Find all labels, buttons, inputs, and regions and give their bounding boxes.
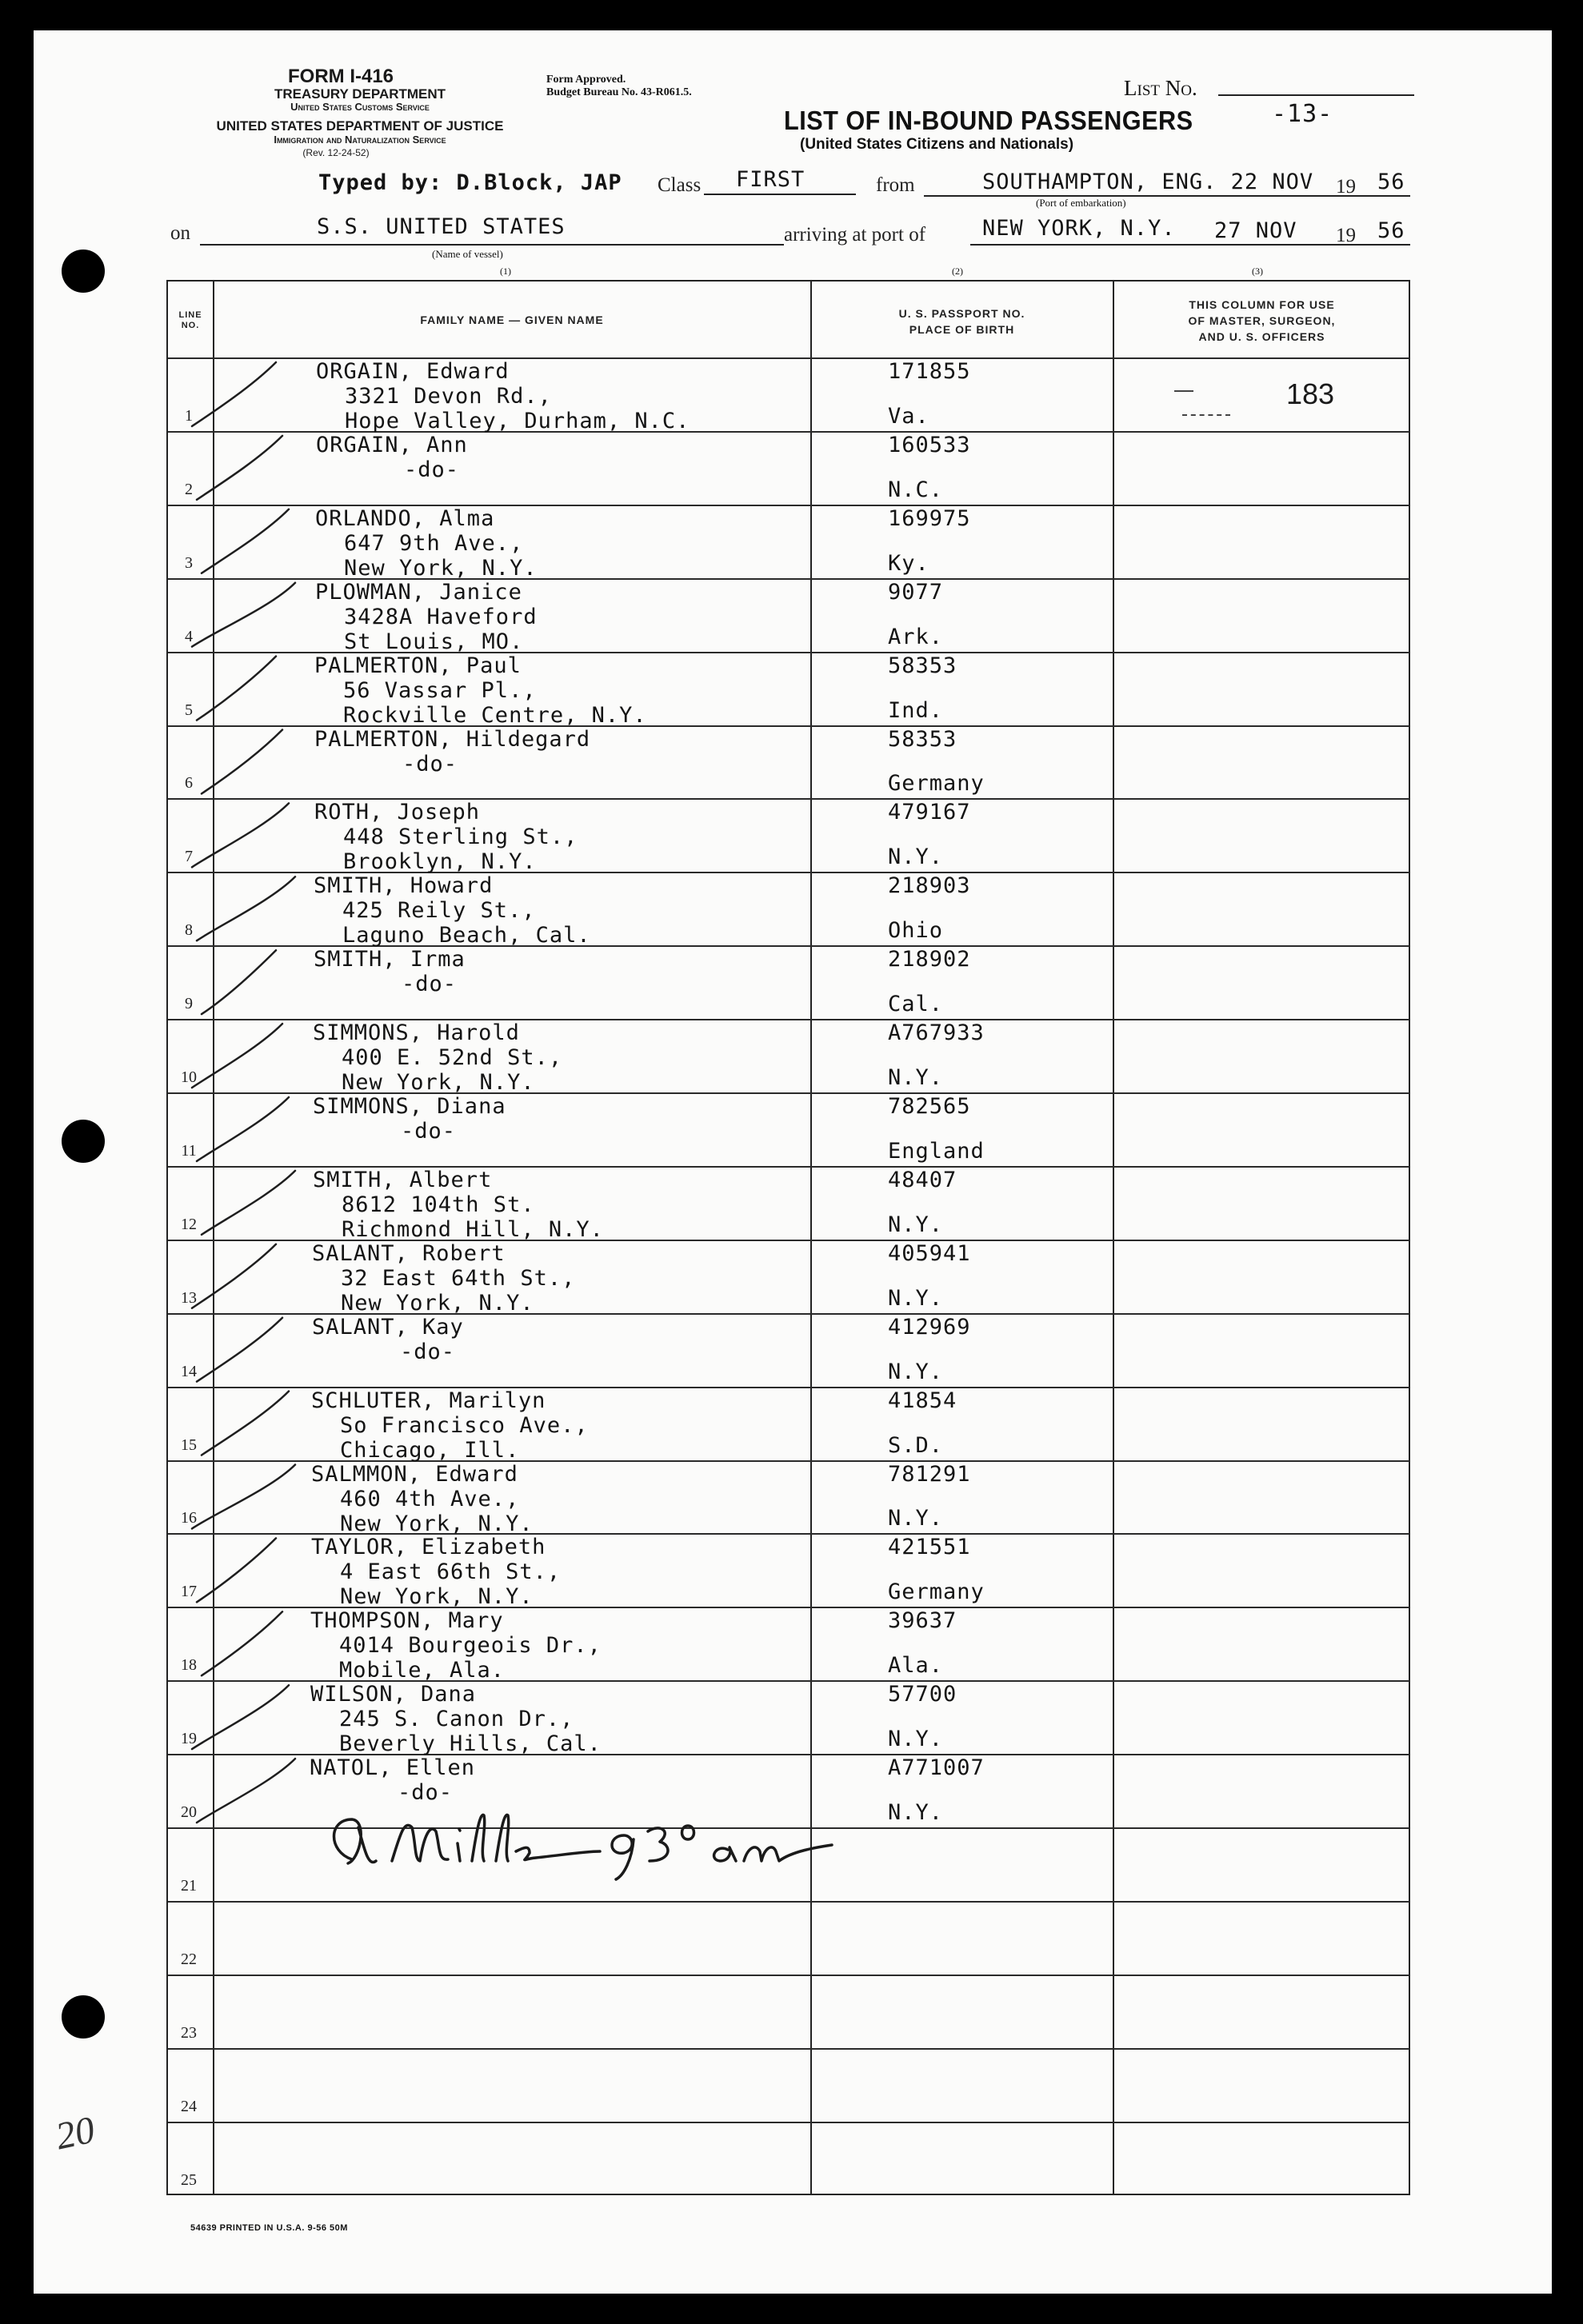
- budget-bureau: Budget Bureau No. 43-R061.5.: [546, 86, 692, 98]
- passenger-address: Chicago, Ill.: [340, 1438, 520, 1463]
- place-of-birth: S.D.: [888, 1433, 944, 1458]
- passenger-address: 400 E. 52nd St.,: [342, 1045, 563, 1070]
- passenger-name: SIMMONS, Harold: [313, 1020, 520, 1045]
- passenger-name: ORGAIN, Edward: [316, 359, 510, 384]
- passenger-address: 56 Vassar Pl.,: [343, 678, 537, 703]
- check-mark: [202, 1392, 289, 1455]
- header-family-name: FAMILY NAME — GIVEN NAME: [420, 313, 604, 326]
- passenger-name: SALMMON, Edward: [311, 1462, 518, 1487]
- line-number: 22: [181, 1951, 197, 1968]
- form-title: LIST OF IN-BOUND PASSENGERS: [784, 106, 1193, 135]
- place-of-birth: N.Y.: [888, 1727, 944, 1751]
- header-officers-3: AND U. S. OFFICERS: [1198, 330, 1325, 343]
- line-number: 24: [181, 2098, 197, 2115]
- place-of-birth: N.Y.: [888, 1065, 944, 1090]
- header-birthplace: PLACE OF BIRTH: [909, 323, 1015, 336]
- check-mark: [192, 1685, 289, 1749]
- passenger-address: New York, N.Y.: [340, 1511, 534, 1536]
- arrival-year-prefix: 19: [1336, 225, 1356, 246]
- check-mark: [197, 1538, 276, 1602]
- passenger-address: 8612 104th St.: [342, 1192, 535, 1217]
- line-number: 16: [181, 1509, 197, 1527]
- typed-by: Typed by: D.Block, JAP: [318, 170, 622, 195]
- passenger-name: SIMMONS, Diana: [313, 1094, 506, 1119]
- passenger-name: PALMERTON, Hildegard: [314, 727, 591, 752]
- passport-number: 218902: [888, 947, 971, 972]
- treasury-dept: TREASURY DEPARTMENT: [274, 86, 446, 102]
- passenger-name: PALMERTON, Paul: [314, 653, 522, 678]
- passenger-address: -do-: [402, 972, 458, 996]
- header-officers-2: OF MASTER, SURGEON,: [1188, 314, 1336, 327]
- check-mark: [197, 876, 295, 940]
- line-number: 15: [181, 1436, 197, 1454]
- passenger-address: 425 Reily St.,: [342, 898, 536, 923]
- header-passport: U. S. PASSPORT NO.: [898, 307, 1025, 320]
- line-number: 1: [185, 407, 193, 425]
- passenger-address: Beverly Hills, Cal.: [339, 1731, 602, 1756]
- line-number: 4: [185, 628, 193, 645]
- passenger-address: -do-: [400, 1340, 456, 1364]
- list-no-value: -13-: [1272, 100, 1333, 128]
- check-mark: [202, 950, 276, 1014]
- passenger-name: TAYLOR, Elizabeth: [311, 1535, 546, 1559]
- passenger-address: 4014 Bourgeois Dr.,: [339, 1633, 602, 1658]
- place-of-birth: N.Y.: [888, 1800, 944, 1825]
- line-number: 19: [181, 1730, 197, 1747]
- from-label: from: [876, 174, 915, 196]
- revision-date: (Rev. 12-24-52): [302, 147, 370, 158]
- printed-footer: 54639 PRINTED IN U.S.A. 9-56 50M: [190, 2223, 348, 2233]
- line-number: 20: [181, 1803, 197, 1821]
- class-value: FIRST: [736, 167, 805, 192]
- passenger-name: SCHLUTER, Marilyn: [311, 1388, 546, 1413]
- header-line-no: LINE NO.: [178, 310, 202, 330]
- line-number: 23: [181, 2024, 197, 2042]
- passenger-name: ORLANDO, Alma: [315, 506, 495, 531]
- passport-number: 41854: [888, 1388, 957, 1413]
- class-label: Class: [658, 174, 702, 196]
- line-number: 3: [185, 554, 193, 572]
- place-of-birth: Ala.: [888, 1653, 944, 1678]
- passport-number: 405941: [888, 1241, 971, 1266]
- check-mark: [192, 362, 276, 426]
- check-mark: [197, 436, 282, 500]
- form-subtitle: (United States Citizens and Nationals): [800, 136, 1074, 153]
- passenger-name: PLOWMAN, Janice: [315, 580, 522, 605]
- passport-number: 58353: [888, 653, 957, 678]
- from-value: SOUTHAMPTON, ENG. 22 NOV: [982, 170, 1314, 194]
- place-of-birth: N.Y.: [888, 1506, 944, 1531]
- passenger-address: New York, N.Y.: [341, 1291, 534, 1316]
- passport-number: 479167: [888, 800, 971, 825]
- ins-service: Immigration and Naturalization Service: [274, 134, 446, 146]
- place-of-birth: N.Y.: [888, 845, 944, 869]
- place-of-birth: N.Y.: [888, 1212, 944, 1237]
- passenger-address: 32 East 64th St.,: [341, 1266, 576, 1291]
- line-number: 11: [181, 1142, 197, 1160]
- passenger-address: New York, N.Y.: [340, 1584, 534, 1609]
- passenger-name: SMITH, Howard: [314, 873, 494, 898]
- passenger-name: THOMPSON, Mary: [310, 1608, 504, 1633]
- list-no-label: List No.: [1124, 76, 1197, 100]
- margin-mark: 20: [52, 2108, 98, 2158]
- justice-dept: UNITED STATES DEPARTMENT OF JUSTICE: [216, 118, 504, 134]
- arrival-port: NEW YORK, N.Y.: [982, 216, 1176, 241]
- passenger-address: New York, N.Y.: [344, 556, 538, 581]
- passenger-name: SALANT, Kay: [312, 1315, 464, 1340]
- passport-number: 39637: [888, 1608, 957, 1633]
- passenger-address: -do-: [402, 752, 458, 777]
- header-officers-1: THIS COLUMN FOR USE: [1189, 298, 1335, 311]
- place-of-birth: Cal.: [888, 992, 944, 1016]
- passenger-address: Brooklyn, N.Y.: [343, 849, 537, 874]
- place-of-birth: Germany: [888, 771, 985, 796]
- check-mark: [202, 509, 289, 573]
- on-label: on: [170, 222, 190, 244]
- passport-number: 421551: [888, 1535, 971, 1559]
- place-of-birth: N.C.: [888, 477, 944, 502]
- passenger-address: 460 4th Ave.,: [340, 1487, 520, 1511]
- check-mark: [202, 730, 282, 794]
- col-num-2: (2): [952, 266, 963, 277]
- from-year: 56: [1377, 170, 1405, 194]
- place-of-birth: N.Y.: [888, 1360, 944, 1384]
- line-number: 12: [181, 1216, 197, 1233]
- passport-number: 218903: [888, 873, 971, 898]
- place-of-birth: Ind.: [888, 698, 944, 723]
- vessel-name: S.S. UNITED STATES: [317, 214, 566, 239]
- passenger-address: Hope Valley, Durham, N.C.: [345, 409, 690, 433]
- check-mark: [202, 1611, 282, 1675]
- line-number: 10: [181, 1068, 197, 1086]
- port-caption: (Port of embarkation): [1036, 197, 1126, 209]
- passenger-address: Richmond Hill, N.Y.: [342, 1217, 604, 1242]
- line-number: 2: [185, 481, 193, 498]
- passenger-address: -do-: [404, 457, 460, 482]
- passenger-address: 3428A Haveford: [344, 605, 538, 629]
- check-mark: [202, 1171, 295, 1235]
- passenger-name: SMITH, Albert: [313, 1168, 493, 1192]
- check-mark: [192, 1465, 295, 1529]
- place-of-birth: Ky.: [888, 551, 929, 576]
- passenger-name: NATOL, Ellen: [310, 1755, 476, 1780]
- arrival-year: 56: [1377, 218, 1405, 243]
- passenger-address: Laguno Beach, Cal.: [342, 923, 591, 948]
- line-number: 8: [185, 921, 193, 939]
- line-number: 21: [181, 1877, 197, 1895]
- check-mark: [197, 657, 276, 721]
- check-mark: [192, 1244, 276, 1308]
- line-number: 7: [185, 848, 193, 865]
- signature-handwriting: [320, 1803, 848, 1891]
- check-mark: [192, 1024, 282, 1088]
- officer-mark: 183: [1286, 377, 1335, 410]
- passport-number: 169975: [888, 506, 971, 531]
- line-number: 17: [181, 1583, 197, 1600]
- place-of-birth: Ark.: [888, 625, 944, 649]
- passport-number: A767933: [888, 1020, 985, 1045]
- line-number: 25: [181, 2171, 197, 2189]
- passenger-address: Mobile, Ala.: [339, 1658, 506, 1683]
- line-number: 6: [185, 774, 193, 792]
- passport-number: 781291: [888, 1462, 971, 1487]
- passenger-name: ORGAIN, Ann: [316, 433, 468, 457]
- passport-number: 171855: [888, 359, 971, 384]
- passenger-address: -do-: [398, 1780, 454, 1805]
- passport-number: A771007: [888, 1755, 985, 1780]
- passenger-name: WILSON, Dana: [310, 1682, 477, 1707]
- passport-number: 57700: [888, 1682, 957, 1707]
- check-mark: [192, 803, 289, 867]
- passenger-address: 647 9th Ave.,: [344, 531, 524, 556]
- check-mark: [192, 583, 295, 647]
- passenger-address: Rockville Centre, N.Y.: [343, 703, 647, 728]
- check-mark: [197, 1318, 282, 1382]
- line-number: 13: [181, 1289, 197, 1307]
- passenger-address: 3321 Devon Rd.,: [345, 384, 552, 409]
- arriving-label: arriving at port of: [784, 224, 926, 246]
- passport-number: 782565: [888, 1094, 971, 1119]
- line-number: 9: [185, 995, 193, 1012]
- passenger-address: St Louis, MO.: [344, 629, 524, 654]
- line-number: 18: [181, 1656, 197, 1674]
- passenger-name: SALANT, Robert: [312, 1241, 506, 1266]
- form-number: FORM I-416: [288, 66, 394, 87]
- form-approved: Form Approved.: [546, 74, 626, 86]
- col-num-3: (3): [1252, 266, 1263, 277]
- passenger-address: 4 East 66th St.,: [340, 1559, 562, 1584]
- passport-number: 48407: [888, 1168, 957, 1192]
- arrival-date: 27 NOV: [1214, 218, 1297, 243]
- place-of-birth: Va.: [888, 404, 929, 429]
- passenger-address: New York, N.Y.: [342, 1070, 535, 1095]
- from-year-prefix: 19: [1336, 176, 1356, 198]
- place-of-birth: England: [888, 1139, 985, 1164]
- place-of-birth: Germany: [888, 1579, 985, 1604]
- place-of-birth: Ohio: [888, 918, 944, 943]
- col-num-1: (1): [500, 266, 511, 277]
- passenger-address: 245 S. Canon Dr.,: [339, 1707, 574, 1731]
- line-number: 5: [185, 701, 193, 719]
- passenger-address: So Francisco Ave.,: [340, 1413, 589, 1438]
- passenger-address: 448 Sterling St.,: [343, 825, 578, 849]
- vessel-caption: (Name of vessel): [432, 248, 503, 260]
- passport-number: 9077: [888, 580, 944, 605]
- check-mark: [197, 1759, 295, 1823]
- line-number: 14: [181, 1363, 197, 1380]
- customs-service: United States Customs Service: [290, 101, 430, 113]
- passport-number: 160533: [888, 433, 971, 457]
- check-mark: [197, 1097, 289, 1161]
- passport-number: 58353: [888, 727, 957, 752]
- passenger-name: ROTH, Joseph: [314, 800, 481, 825]
- passenger-name: SMITH, Irma: [314, 947, 466, 972]
- passenger-address: -do-: [401, 1119, 457, 1144]
- passport-number: 412969: [888, 1315, 971, 1340]
- place-of-birth: N.Y.: [888, 1286, 944, 1311]
